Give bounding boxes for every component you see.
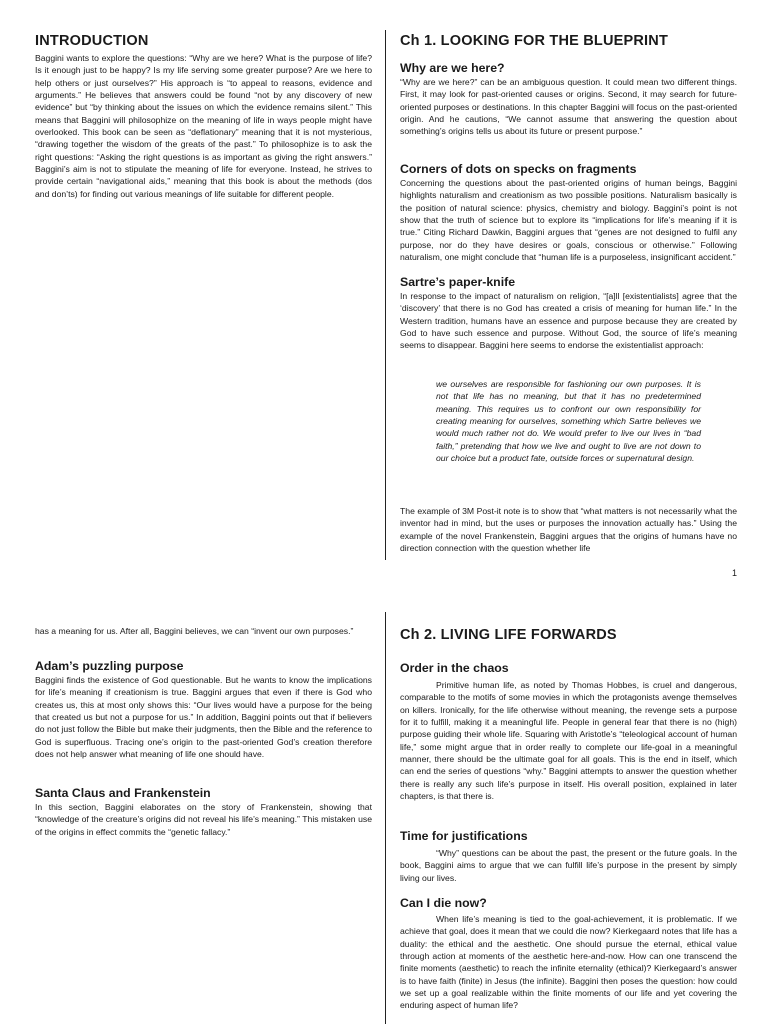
- section-heading: Why are we here?: [400, 61, 505, 75]
- section-paragraph: “Why are we here?” can be an ambiguous question. It could mean two different things. First, it may look for past-oriented causes or origins. Second, it may search for future-oriented purposes or destinations. In this chapter Baggini will focus on the past-oriented origin. And he cautions, “We cannot assume that answering the question about something’s origins tells us about its future or present purpose.”: [400, 77, 737, 137]
- page-2: [0, 612, 768, 1024]
- section-heading: Sartre’s paper-knife: [400, 275, 516, 289]
- introduction-paragraph: Baggini wants to explore the questions: “Why are we here? What is the purpose of life? Is it enough just to be happy? Is my life serving some greater purpose? Are we here to help others or just ourselves?” His approach is “to appeal to reasons, evidence and arguments.” He believes that answers could be found “not by any discovery of new evidence” but “by thinking about the issues on which the evidence remains silent.” This means that Baggini will philosophize on the meaning of life in ways people might have overlooked. This book can be seen as “deflationary” meaning that it is not mysterious, “drawing together the wisdom of the greats of the past.” To philosophize is to ask the right questions: “Asking the right questions is as important as giving the right answers.” Baggini’s aim is not to stipulate the meaning of life for everyone. Instead, he strives to provide certain “navigational aids,” meaning that this book is about the methods (dos and don’ts) for finding out various meanings of life suitable for different people.: [35, 53, 372, 199]
- page-number: 1: [731, 568, 737, 578]
- section-heading: Santa Claus and Frankenstein: [35, 786, 211, 800]
- column-divider: [385, 30, 386, 560]
- section-paragraph: “Why” questions can be about the past, the present or the future goals. In the book, Baggini aims to argue that we can fulfill life’s purpose in the present by simply living our lives.: [400, 848, 737, 883]
- block-quote: we ourselves are responsible for fashioning our own purposes. It is not that life has no meaning, but that it has no predetermined meaning. This requires us to confront our own responsibility for creating meaning for ourselves, something which Sartre believes we would much rather not do. We would prefer to live our lives in “bad faith,” pretending that how we live and ought to live are not down to our choice but a product fate, outside forces or supernatural design.: [436, 379, 701, 464]
- section-heading: Time for justifications: [400, 829, 528, 843]
- introduction-heading: INTRODUCTION: [35, 33, 149, 49]
- section-paragraph: When life’s meaning is tied to the goal-achievement, it is problematic. If we achieve that goal, does it mean that we could die now? Kierkegaard notes that life has a duality: the ethical and the aesthetic. One should pursue the eternal, ethical value through action at moments of the aesthetic here-and-now. How can one transcend the finite moments (aesthetic) to reach the infinite eternality (ethical)? Kierkegaard’s answer is to have faith (finite) in Jesus (the infinite). Baggini then poses the question: how could we set up a goal realizable within the finite moments of our life and yet covering the enduring aspect of human life?: [400, 914, 737, 1011]
- section-paragraph: In response to the impact of naturalism on religion, “[a]ll [existentialists] agree that the ‘discovery’ that there is no God has created a crisis of meaning for human life.” In the Western tradition, humans have an essence and purpose because they are created by God to have such essence and purpose. Without God, the source of life’s meaning seems to disappear. Baggini here seems to endorse the existentialist approach:: [400, 291, 737, 351]
- section-paragraph: Concerning the questions about the past-oriented origins of human beings, Baggini highlights naturalism and creationism as two possible positions. Naturalism basically is the position of natural science: physics, chemistry and biology. Baggini’s point is not show that the truth of science but to explore its “implications for life’s meaning if it is true.” Citing Richard Dawkin, Baggini argues that “genes are not designed to fulfil any purpose, nor do they have desires or goals, conscious or otherwise.” Following naturalism, one might conclude that “human life is a purposeless, insignificant accident.”: [400, 178, 737, 263]
- section-heading: Corners of dots on specks on fragments: [400, 162, 637, 176]
- column-divider: [385, 612, 386, 1024]
- continued-paragraph: has a meaning for us. After all, Baggini believes, we can “invent our own purposes.”: [35, 626, 354, 636]
- section-heading: Order in the chaos: [400, 661, 509, 675]
- section-paragraph: In this section, Baggini elaborates on the story of Frankenstein, showing that “knowledge of the creature’s origins did not reveal his life’s meaning.” This mistaken use of the origins in effect commits the “genetic fallacy.”: [35, 802, 372, 837]
- section-heading: Adam’s puzzling purpose: [35, 659, 184, 673]
- section-heading: Can I die now?: [400, 896, 487, 910]
- section-paragraph: Primitive human life, as noted by Thomas Hobbes, is cruel and dangerous, comparable to the motifs of some movies in which the protagonists avenge themselves on killers. Ironically, for the life otherwise without meaning, the revenge sets a purpose for it to fulfill, making it a meaningful life. People in general fear that there is no (high) purpose guiding their whole life. Squaring with Aristotle’s “teleological account of human life,” some might argue that in order really to complete our life-goal in a meaningful manner, there should be the ultimate goal for all goals. This is the end in itself, which can end the series of questions “why.” Baggini attempts to answer the question whether there is really any such life’s purpose in itself. His overall position, explained in later chapters, is that there is.: [400, 680, 737, 802]
- chapter-2-heading: Ch 2. LIVING LIFE FORWARDS: [400, 627, 617, 643]
- chapter-1-heading: Ch 1. LOOKING FOR THE BLUEPRINT: [400, 33, 669, 49]
- section-paragraph: Baggini finds the existence of God questionable. But he wants to know the implications for life’s meaning if creationism is true. Baggini argues that even if there is God who creates us, this at most only shows this: “Our lives would have a purpose for the being that created us but not a purpose for us.” In addition, Baggini points out that if believers do not just follow the Bible but make their judgments, then the Bible and the reference to God is superfluous. Tracing one’s origin to the past-oriented God’s creation therefore does not help answer what meaning of life one should have.: [35, 675, 372, 760]
- section-paragraph: The example of 3M Post-it note is to show that “what matters is not necessarily what the inventor had in mind, but the uses or purposes the innovation actually has.” Using the example of the novel Frankenstein, Baggini argues that the origins of humans have no direction connection with the question whether life: [400, 506, 737, 554]
